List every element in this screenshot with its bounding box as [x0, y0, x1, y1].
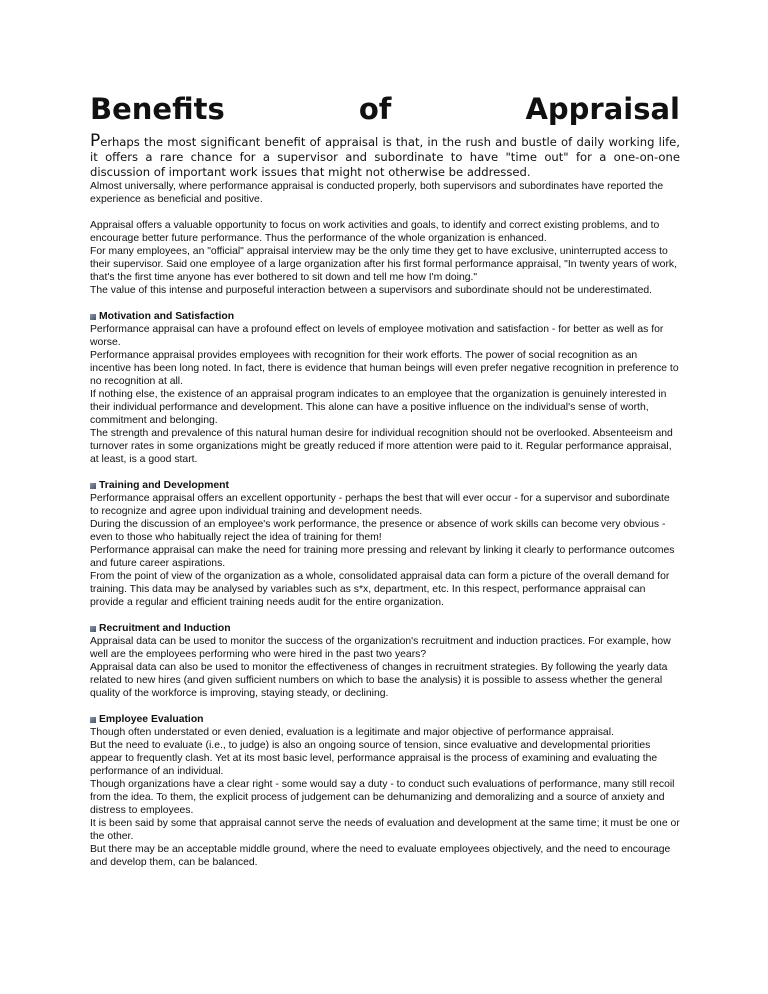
section-heading-label: Motivation and Satisfaction — [99, 311, 235, 322]
intro-paragraph: The value of this intense and purposeful interaction between a supervisors and subordinate should not be underestimated. — [90, 285, 653, 296]
lead-paragraph — [90, 131, 680, 180]
section-evaluation — [90, 713, 680, 869]
title-word-3: Appraisal — [525, 92, 680, 126]
section-paragraph: During the discussion of an employee's work performance, the presence or absence of work skills can become very obvious - even to those who habitually reject the idea of training for them! — [90, 519, 666, 543]
intro-paragraph: Appraisal offers a valuable opportunity to focus on work activities and goals, to identify and correct existing problems, and to encourage better future performance. Thus the performance of the whole organization is enhanced. — [90, 220, 660, 244]
section-heading-label: Training and Development — [99, 480, 229, 491]
section-paragraph: From the point of view of the organization as a whole, consolidated appraisal data can form a picture of the overall demand for training. This data may be analysed by variables such as s*x, department, etc. In this respect, performance appraisal can provide a regular and efficient training needs audit for the entire organization. — [90, 571, 670, 608]
section-motivation — [90, 310, 680, 466]
section-heading-label: Recruitment and Induction — [99, 623, 231, 634]
lead-dropcap: P — [90, 131, 101, 151]
section-paragraph: But the need to evaluate (i.e., to judge) is also an ongoing source of tension, since evaluative and developmental priorities appear to frequently clash. Yet at its most basic level, performance appraisal is the process of examining and evaluating the performance of an individual. — [90, 740, 658, 777]
section-heading — [90, 479, 680, 492]
intro-paragraph: Almost universally, where performance appraisal is conducted properly, both supervisors and subordinates have reported the experience as beneficial and positive. — [90, 181, 664, 205]
section-paragraph: Performance appraisal provides employees with recognition for their work efforts. The power of social recognition as an incentive has been long noted. In fact, there is evidence that human beings will even prefer negative recognition in preference to no recognition at all. — [90, 350, 679, 387]
section-heading — [90, 310, 680, 323]
square-bullet-icon — [90, 314, 96, 320]
square-bullet-icon — [90, 717, 96, 723]
square-bullet-icon — [90, 626, 96, 632]
section-paragraph: It is been said by some that appraisal cannot serve the needs of evaluation and development at the same time; it must be one or the other. — [90, 818, 680, 842]
section-paragraph: Though often understated or even denied, evaluation is a legitimate and major objective of performance appraisal. — [90, 727, 614, 738]
section-heading — [90, 713, 680, 726]
section-paragraph: Performance appraisal can make the need for training more pressing and relevant by linking it clearly to performance outcomes and future career aspirations. — [90, 545, 675, 569]
section-training — [90, 479, 680, 609]
title-word-1: Benefits — [90, 92, 225, 126]
page-title — [90, 92, 680, 126]
section-paragraph: But there may be an acceptable middle ground, where the need to evaluate employees objectively, and the need to encourage and develop them, can be balanced. — [90, 844, 671, 868]
intro-block-2 — [90, 219, 680, 297]
section-paragraph: Performance appraisal can have a profound effect on levels of employee motivation and satisfaction - for better as well as for worse. — [90, 324, 664, 348]
section-paragraph: If nothing else, the existence of an appraisal program indicates to an employee that the organization is genuinely interested in their individual performance and development. This alone can have a positive influence on the individual's sense of worth, commitment and belonging. — [90, 389, 667, 426]
section-recruitment — [90, 622, 680, 700]
section-paragraph: Appraisal data can be used to monitor the success of the organization's recruitment and induction practices. For example, how well are the employees performing who were hired in the past two years? — [90, 636, 671, 660]
square-bullet-icon — [90, 483, 96, 489]
intro-paragraph: For many employees, an "official" appraisal interview may be the only time they get to have exclusive, uninterrupted access to their supervisor. Said one employee of a large organization after his first formal performance appraisal, "In twenty years of work, that's the first time anyone has ever bothered to sit down and tell me how I'm doing." — [90, 246, 677, 283]
document-content — [90, 92, 680, 869]
lead-text: erhaps the most significant benefit of appraisal is that, in the rush and bustle of daily working life, it offers a rare chance for a supervisor and subordinate to have "time out" for a one-on-one discussion of important work issues that might not otherwise be addressed. — [90, 135, 680, 179]
section-paragraph: Appraisal data can also be used to monitor the effectiveness of changes in recruitment strategies. By following the yearly data related to new hires (and given sufficient numbers on which to base the analysis) it is possible to assess whether the general quality of the workforce is improving, staying steady, or declining. — [90, 662, 668, 699]
section-heading — [90, 622, 680, 635]
section-heading-label: Employee Evaluation — [99, 714, 204, 725]
title-word-2: of — [358, 92, 392, 126]
section-paragraph: The strength and prevalence of this natural human desire for individual recognition should not be overlooked. Absenteeism and turnover rates in some organizations might be greatly reduced if more attention were paid to it. Regular performance appraisal, at least, is a good start. — [90, 428, 673, 465]
intro-block — [90, 180, 680, 206]
section-paragraph: Though organizations have a clear right - some would say a duty - to conduct such evaluations of performance, many still recoil from the idea. To them, the explicit process of judgement can be dehumanizing and demoralizing and a source of anxiety and distress to employees. — [90, 779, 675, 816]
section-paragraph: Performance appraisal offers an excellent opportunity - perhaps the best that will ever occur - for a supervisor and subordinate to recognize and agree upon individual training and development needs. — [90, 493, 670, 517]
